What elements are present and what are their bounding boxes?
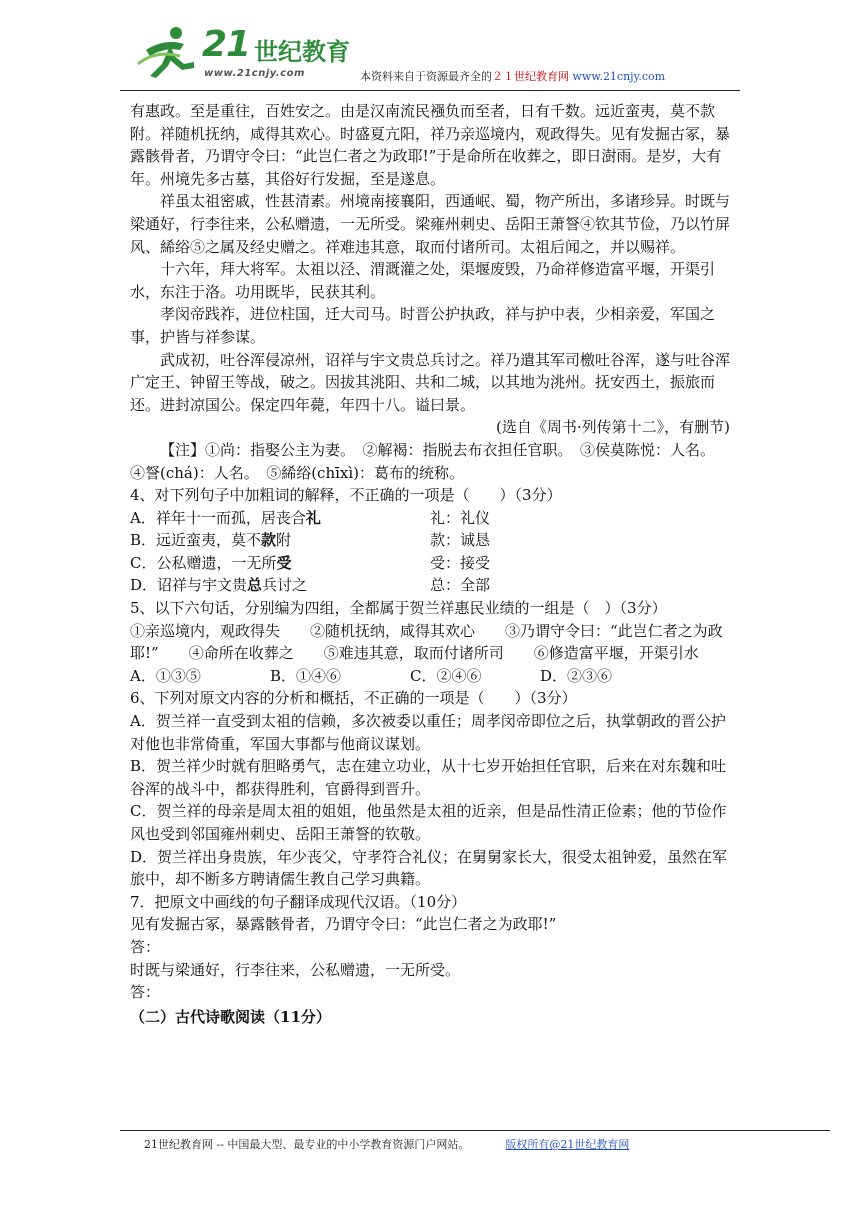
q4-gloss-a: 礼：礼仪 [430, 508, 491, 527]
running-figure-icon [136, 24, 198, 82]
passage-paragraph-2: 祥虽太祖密戚，性甚清素。州境南接襄阳，西通岷、蜀，物产所出，多诸珍异。时既与梁通好，行李往来，公私赠遗，一无所受。梁雍州刺史、岳阳王萧詧④钦其节俭，乃以竹屏风、絺绤⑤之属及经史赠之。祥难违其意，取而付诸所司。太祖后闻之，并以赐祥。 [130, 192, 731, 256]
q6-option-b: B．贺兰祥少时就有胆略勇气，志在建立功业，从十七岁开始担任官职，后来在对东魏和吐谷浑的战斗中，都获得胜利，官爵得到晋升。 [130, 757, 727, 798]
passage-paragraph-4: 孝闵帝践祚，进位柱国，迁大司马。时晋公护执政，祥与护中表，少相亲爱，军国之事，护皆与祥参谋。 [130, 305, 716, 346]
header-divider [120, 90, 740, 91]
q5-choice-a: A．①③⑤ [130, 666, 201, 685]
footer-text: 21世纪教育网 -- 中国最大型、最专业的中小学教育资源门户网站。 [144, 1138, 470, 1151]
logo-url: www.21cnjy.com [204, 68, 305, 79]
logo [136, 20, 376, 86]
question-4-stem: 4、对下列句子中加粗词的解释，不正确的一项是（ ）（3分） [130, 486, 562, 505]
q4-option-d: D．诏祥与宇文贵总兵讨之 总：全部 [130, 574, 730, 597]
question-5-stem: 5、以下六句话，分别编为四组，全都属于贺兰祥惠民业绩的一组是（ ）（3分） [130, 599, 667, 618]
header-note-prefix: 本资料来自于资源最齐全的 [360, 70, 492, 83]
logo-text: 世纪教育 [254, 38, 350, 66]
question-6-stem: 6、下列对原文内容的分析和概括，不正确的一项是（ ）（3分） [130, 689, 577, 708]
q4-gloss-c: 受：接受 [430, 553, 491, 572]
q4-option-a: A．祥年十一而孤，居丧合礼 礼：礼仪 [130, 507, 730, 530]
q4-option-c: C．公私赠遗，一无所受 受：接受 [130, 552, 730, 575]
header-brand-link[interactable]: ２１世纪教育网 [492, 70, 569, 83]
header-url-link[interactable]: www.21cnjy.com [572, 70, 666, 83]
footer-copyright-link[interactable]: 版权所有@21世纪教育网 [505, 1138, 630, 1151]
q7-answer-1: 答： [130, 937, 161, 956]
q7-sentence-2: 时既与梁通好，行李往来，公私赠遗，一无所受。 [130, 960, 461, 979]
passage-paragraph-5: 武成初，吐谷浑侵凉州，诏祥与宇文贵总兵讨之。祥乃遣其军司檄吐谷浑，遂与吐谷浑广定王、钟留王等战，破之。因拔其洮阳、共和二城，以其地为洮州。抚安西土，振旅而还。进封凉国公。保定四年薨，年四十八。谥曰景。 [130, 350, 731, 414]
q6-option-d: D．贺兰祥出身贵族，年少丧父，守孝符合礼仪；在舅舅家长大，很受太祖钟爱，虽然在军旅中，却不断多方聘请儒生教自己学习典籍。 [130, 847, 728, 889]
q4-gloss-d: 总：全部 [430, 576, 491, 595]
section-heading: （二）古代诗歌阅读（11分） [130, 1007, 331, 1026]
footer-divider [120, 1130, 830, 1131]
passage-source: (选自《周书·列传第十二》，有删节) [496, 418, 730, 437]
document-body [130, 100, 730, 1028]
passage-paragraph-1: 有惠政。至是重往，百姓安之。由是汉南流民襁负而至者，日有千数。远近蛮夷，莫不款附。祥随机抚纳，咸得其欢心。时盛夏亢阳，祥乃亲巡境内，观政得失。见有发掘古冢，暴露骸骨者，乃谓守令曰：“此岂仁者之为政耶!”于是命所在收葬之，即日澍雨。是岁，大有年。州境先多古墓，其俗好行发掘，至是遂息。 [130, 102, 731, 188]
question-5-items: ①亲巡境内，观政得失 ②随机抚纳，咸得其欢心 ③乃谓守令曰：“此岂仁者之为政耶!” ④命所在收葬之 ⑤难违其意，取而付诸所司 ⑥修造富平堰，开渠引水 [130, 621, 723, 663]
q5-choice-c: C．②④⑥ [410, 666, 482, 685]
page-header [120, 20, 740, 92]
q5-choice-d: D．②③⑥ [540, 666, 613, 685]
header-note [360, 68, 665, 84]
annotation-notes: 【注】①尚：指娶公主为妻。 ②解褐：指脱去布衣担任官职。 ③侯莫陈悦：人名。 ④詧(chá)：人名。 ⑤絺绤(chīxì)：葛布的统称。 [130, 440, 723, 482]
question-7-stem: 7．把原文中画线的句子翻译成现代汉语。（10分） [130, 892, 467, 911]
q7-answer-2: 答： [130, 983, 161, 1002]
q5-choice-b: B．①④⑥ [270, 666, 342, 685]
q6-option-c: C．贺兰祥的母亲是周太祖的姐姐，他虽然是太祖的近亲，但是品性清正俭素；他的节俭作风也受到邻国雍州刺史、岳阳王萧詧的钦敬。 [130, 802, 727, 843]
q4-gloss-b: 款：诚恳 [430, 531, 491, 550]
q5-choices [130, 665, 730, 688]
passage-paragraph-3: 十六年，拜大将军。太祖以泾、渭溉灌之处，渠堰废毁，乃命祥修造富平堰，开渠引水，东注于洛。功用既毕，民获其利。 [130, 260, 716, 301]
logo-number: 21 [202, 24, 251, 65]
q6-option-a: A．贺兰祥一直受到太祖的信赖，多次被委以重任；周孝闵帝即位之后，执掌朝政的晋公护对他也非常倚重，军国大事都与他商议谋划。 [130, 712, 726, 753]
page-footer [144, 1136, 629, 1152]
q4-option-b: B．远近蛮夷，莫不款附 款：诚恳 [130, 529, 730, 552]
q7-sentence-1: 见有发掘古冢，暴露骸骨者，乃谓守令曰：“此岂仁者之为政耶!” [130, 915, 557, 934]
